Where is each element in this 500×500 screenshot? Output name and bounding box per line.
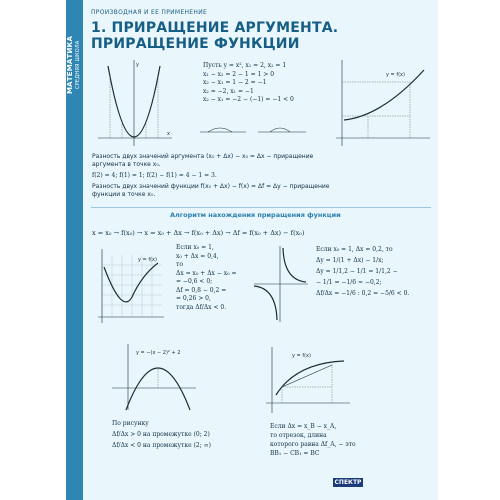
example2-block (176, 244, 236, 312)
graph1-x-label: x (167, 131, 170, 137)
example1-line: x₂ = −2, x₁ = −1 (203, 87, 254, 95)
example5-block (270, 422, 356, 458)
graph-increment (332, 58, 432, 148)
graph-parabola (94, 58, 174, 148)
example1-line: x₂ − x₁ = 1 − 2 = −1 (203, 79, 267, 86)
definition-argument (92, 153, 432, 169)
example1-line: x₂ − x₁ = −2 − (−1) = −1 < 0 (203, 96, 294, 103)
spine-label (66, 0, 83, 130)
graph-downward-parabola (108, 342, 198, 412)
example4-line2: Δf/Δx < 0 на промежутке (2; ∞) (112, 442, 212, 449)
algorithm-title: Алгоритм нахождения приращения функции (170, 211, 341, 219)
graph-secant (262, 345, 352, 415)
graph-hyperbola (252, 244, 310, 324)
publisher-logo: СПЕКТР (334, 479, 362, 486)
example2-line: = 0,26 > 0, (176, 295, 211, 302)
example3-line: Δy = 1/(1 + Δx) − 1/x; (316, 257, 384, 264)
example5-line: BB₁ − CB₁ = BC (270, 450, 320, 457)
example5-line: Если Δx = x_B − x_A, (270, 423, 337, 430)
graph-grid-curve (94, 245, 166, 325)
spine-subtitle: СРЕДНЯЯ ШКОЛА (75, 40, 81, 90)
example2-line: x₀ + Δx = 0,4, (176, 252, 219, 260)
definition-function (92, 183, 432, 199)
example4-block (112, 418, 211, 451)
divider (91, 207, 431, 208)
example1-block (203, 62, 294, 105)
example4-line1: Δf/Δx > 0 на промежутке (0; 2) (112, 431, 210, 438)
algorithm-formula: x = x₀ → f(x₀) → x = x₀ + Δx → f(x₀ + Δx) → Δf = f(x₀ + Δx) − f(x₀) (92, 229, 305, 237)
example2-line: тогда Δf/Δx < 0. (176, 303, 227, 311)
example3-line: Δf/Δx = −1/6 : 0,2 = −5/6 < 0. (316, 290, 410, 297)
example1-line: Пусть y = x², x₁ = 2, x₂ = 1 (203, 62, 287, 69)
definition-func-line1: Разность двух значений функции f(x₀ + Δx) − f(x) = Δf = Δy − приращение (92, 183, 330, 190)
example3-line: − 1/1 = −1/6 ≈ −0,2; (316, 279, 382, 286)
spine-title: МАТЕМАТИКА (66, 35, 74, 95)
definition-arg-line2: аргумента в точке x₀. (92, 161, 161, 168)
example3-line: Δy = 1/1,2 − 1/1 = 1/1,2 − (316, 268, 398, 275)
example4-intro: По рисунку (112, 420, 149, 427)
example3-block (316, 244, 409, 299)
example2-line: Если x₀ = 1, (176, 244, 214, 251)
definition-func-line2: функции в точке x₀. (92, 191, 156, 198)
graph6-func-label: y = f(x) (292, 353, 311, 359)
example5-line: которого равна Δf_A, − это (270, 441, 356, 448)
graph1-y-label: y (136, 62, 139, 68)
example3-line: Если x₀ = 1, Δx = 0,2, то (316, 246, 393, 253)
example2-line: Δx = x₀ + Δx − x₀ = (176, 269, 237, 277)
example2-line: Δf = 0,8 − 0,2 = (176, 286, 227, 294)
example2-line: = −0,6 < 0; (176, 278, 213, 285)
values-line: f(2) = 4; f(1) = 1; f(2) − f(1) = 4 − 1 = 3. (92, 172, 217, 179)
header-small: ПРОИЗВОДНАЯ И ЕЕ ПРИМЕНЕНИЕ (91, 9, 208, 16)
graph5-func-label: y = −(x − 2)² + 2 (136, 350, 181, 356)
number-line-sketches (198, 122, 308, 144)
page-title-line2: ПРИРАЩЕНИЕ ФУНКЦИИ (91, 36, 300, 52)
example2-line: то (176, 261, 183, 268)
graph3-func-label: y = f(x) (138, 257, 157, 263)
example5-line: то отрезок, длина (270, 432, 327, 439)
page-title-line1: 1. ПРИРАЩЕНИЕ АРГУМЕНТА. (91, 20, 339, 36)
graph2-func-label: y = f(x) (386, 72, 405, 78)
example1-line: x₁ − x₂ = 2 − 1 = 1 > 0 (203, 70, 275, 78)
definition-arg-line1: Разность двух значений аргумента (x₀ + Δx) − x₀ = Δx − приращение (92, 153, 314, 160)
